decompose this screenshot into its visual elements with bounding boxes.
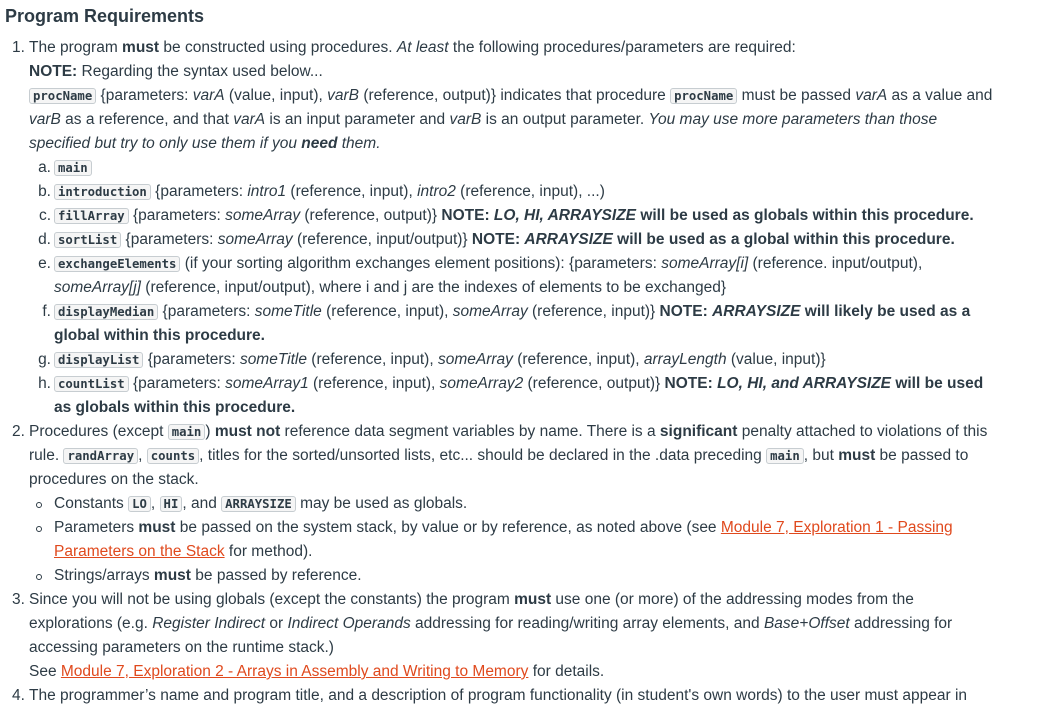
text-run: {parameters: [121,231,218,248]
item-text [29,684,1000,708]
procedure-item [38,228,1000,252]
text-run: Procedures (except [29,423,168,440]
code-token: ARRAYSIZE [221,496,296,512]
text-run: (reference, input), [307,351,438,368]
text-run: must be passed [737,87,856,104]
item-text [54,207,974,224]
item-text [54,183,605,200]
text-run: or [265,615,288,632]
module-link[interactable]: Module 7, Exploration 1 - Passing Parameters on the Stack [54,519,953,560]
code-token: fillArray [54,208,129,224]
text-run: (reference, input), [512,351,644,368]
text-run: Indirect Operands [287,615,411,632]
procedure-item [42,300,1000,348]
item-text [54,231,955,248]
item-number: 1. [12,39,25,56]
bullet-item [54,516,1000,564]
text-run: varB [29,111,61,128]
see-also-text [29,660,1000,684]
text-run: must [122,39,160,56]
text-run: {parameters: [143,351,240,368]
text-run: (reference. input/output), [748,255,923,272]
text-run: as a reference, and that [60,111,234,128]
text-run: the following procedures/parameters are required: [448,39,796,56]
item-text [29,420,1000,492]
code-token: introduction [54,184,151,200]
item-letter: f. [42,303,51,320]
text-run: (reference, input), [321,303,453,320]
text-run: penalty attached to violations of this rule. [29,423,988,464]
text-run: varA [233,111,266,128]
text-run: someTitle [254,303,322,320]
text-run: (reference, input/output), where i and j are the indexes of elements to be exchanged} [141,279,727,296]
requirement-4 [12,684,1000,708]
text-run: be constructed using procedures. [159,39,397,56]
text-run: At least [396,39,449,56]
text-run: will be used as globals within this procedure. [54,375,984,416]
procedure-item [38,156,1000,180]
text-run: arrayLength [643,351,727,368]
text-run: NOTE: [471,231,525,248]
requirement-1 [12,36,1000,420]
code-token: sortList [54,232,121,248]
item-number: 4. [12,687,25,704]
text-run: use one (or more) of the addressing modes from the explorations (e.g. [29,591,914,632]
text-run: Base+Offset [763,615,850,632]
text-run: someArray[i] [661,255,749,272]
item-letter: a. [38,159,51,176]
text-run: (reference, input)} [527,303,660,320]
text-run: (reference, output)} [523,375,665,392]
text-run: (reference, input), [308,375,440,392]
text-run: addressing for accessing parameters on the runtime stack.) [29,615,953,656]
text-run: Constants [54,495,129,512]
text-run: ARRAYSIZE [524,231,613,248]
text-run: {parameters: [96,87,193,104]
procedure-item [38,348,1000,372]
code-token: countList [54,376,129,392]
requirements-list [0,36,1000,708]
text-run: NOTE: [29,63,78,80]
text-run: NOTE: [441,207,494,224]
item-letter: c. [38,207,51,224]
procedure-item [38,180,1000,204]
text-run: LO, HI, ARRAYSIZE [493,207,637,224]
text-run: someArray [437,351,513,368]
text-run: must [153,567,191,584]
item-letter: h. [38,375,51,392]
procedure-list [29,156,1000,420]
code-token: main [54,160,92,176]
procedure-item [38,252,1000,300]
text-run: someArray [225,207,301,224]
text-run: addressing for reading/writing array elements, and [410,615,764,632]
text-run: Register Indirect [152,615,266,632]
item-letter: d. [38,231,51,248]
item-number: 3. [12,591,25,608]
text-run: is an input parameter and [265,111,450,128]
text-run: {parameters: [128,375,226,392]
code-token: procName [670,88,737,104]
text-run: , titles for the sorted/unsorted lists, etc... should be declared in the .data preceding [199,447,767,464]
text-run: , [150,495,160,512]
text-run: Strings/arrays [54,567,154,584]
syntax-note-text [29,84,1000,156]
item-number: 2. [12,423,25,440]
text-run: {parameters: [128,207,226,224]
text-run: must [838,447,876,464]
text-run: may be used as globals. [295,495,468,512]
text-run: reference data segment variables by name. There is a [280,423,660,440]
text-run: LO, HI, and ARRAYSIZE [717,375,892,392]
bullet-item [54,492,1000,516]
item-text [54,255,922,296]
item-text [54,303,970,344]
item-text [29,36,1000,60]
text-run: , [138,447,147,464]
item-letter: b. [38,183,51,200]
text-run: , and [182,495,222,512]
text-run: {parameters: [150,183,248,200]
text-run: (reference, input), [286,183,418,200]
text-run: (reference, output)} [300,207,442,224]
text-run: need [301,135,338,152]
bullet-item [54,564,1000,588]
code-token: main [766,448,804,464]
text-run: for details. [528,663,605,680]
text-run: someArray[j] [54,279,141,296]
text-run: varA [855,87,888,104]
requirements-content [0,36,1000,708]
text-run: them. [337,135,381,152]
text-run: for method). [224,543,313,560]
text-run: Since you will not be using globals (except the constants) the program [29,591,515,608]
text-run: be passed by reference. [190,567,362,584]
requirement-2 [12,420,1000,588]
text-run: someArray1 [225,375,309,392]
code-token: displayMedian [54,304,158,320]
text-run: , but [803,447,839,464]
text-run: is an output parameter. [481,111,649,128]
text-run: as a value and [887,87,993,104]
text-run: someArray [452,303,528,320]
text-run: NOTE: [659,303,713,320]
requirement-3 [12,588,1000,684]
text-run: will likely be used as a global within this procedure. [54,303,971,344]
text-run: be passed to procedures on the stack. [29,447,969,488]
text-run: Regarding the syntax used below... [77,63,323,80]
code-token: procName [29,88,96,104]
text-run: significant [659,423,738,440]
text-run: See [29,663,61,680]
text-run: someArray2 [439,375,524,392]
text-run: will be used as a global within this procedure. [612,231,955,248]
text-run: NOTE: [664,375,718,392]
text-run: (value, input)} [726,351,826,368]
module-link[interactable]: Module 7, Exploration 2 - Arrays in Assembly and Writing to Memory [60,663,529,680]
item-text [54,159,92,176]
text-run: someTitle [239,351,307,368]
text-run: (reference, input/output)} [292,231,472,248]
code-token: displayList [54,352,143,368]
text-run: varB [449,111,482,128]
text-run: You may use more parameters than those specified but try to only use them if you [29,111,938,152]
page-title: Program Requirements [5,6,205,26]
code-token: LO [128,496,151,512]
text-run: The programmer’s name and program title, and a description of program functionality (in student's own words) to the user must appear in [29,687,968,704]
text-run: will be used as globals within this procedure. [636,207,974,224]
text-run: (value, input), [224,87,328,104]
text-run: intro1 [247,183,287,200]
text-run: ) [205,423,215,440]
text-run: must not [214,423,281,440]
text-run: Parameters [54,519,139,536]
text-run: intro2 [417,183,456,200]
text-run: The program [29,39,123,56]
procedure-item [38,204,1000,228]
text-run: be passed on the system stack, by value or by reference, as noted above (see [175,519,721,536]
procedure-item [38,372,1000,420]
text-run: (reference, input), ...) [455,183,605,200]
item-text [54,375,983,416]
code-token: counts [147,448,199,464]
text-run: ARRAYSIZE [712,303,801,320]
code-token: exchangeElements [54,256,180,272]
text-run: (reference, output)} indicates that procedure [359,87,671,104]
stack-rules-list [29,492,1000,588]
text-run: varA [192,87,225,104]
text-run: must [138,519,176,536]
text-run: {parameters: [158,303,255,320]
code-token: main [168,424,206,440]
item-letter: e. [38,255,51,272]
syntax-note-heading [29,60,1000,84]
text-run: varB [327,87,360,104]
code-token: randArray [63,448,138,464]
item-text [54,351,826,368]
text-run: (if your sorting algorithm exchanges element positions): {parameters: [180,255,662,272]
code-token: HI [160,496,183,512]
text-run: someArray [217,231,293,248]
item-text [29,588,1000,660]
text-run: must [514,591,552,608]
item-letter: g. [38,351,51,368]
